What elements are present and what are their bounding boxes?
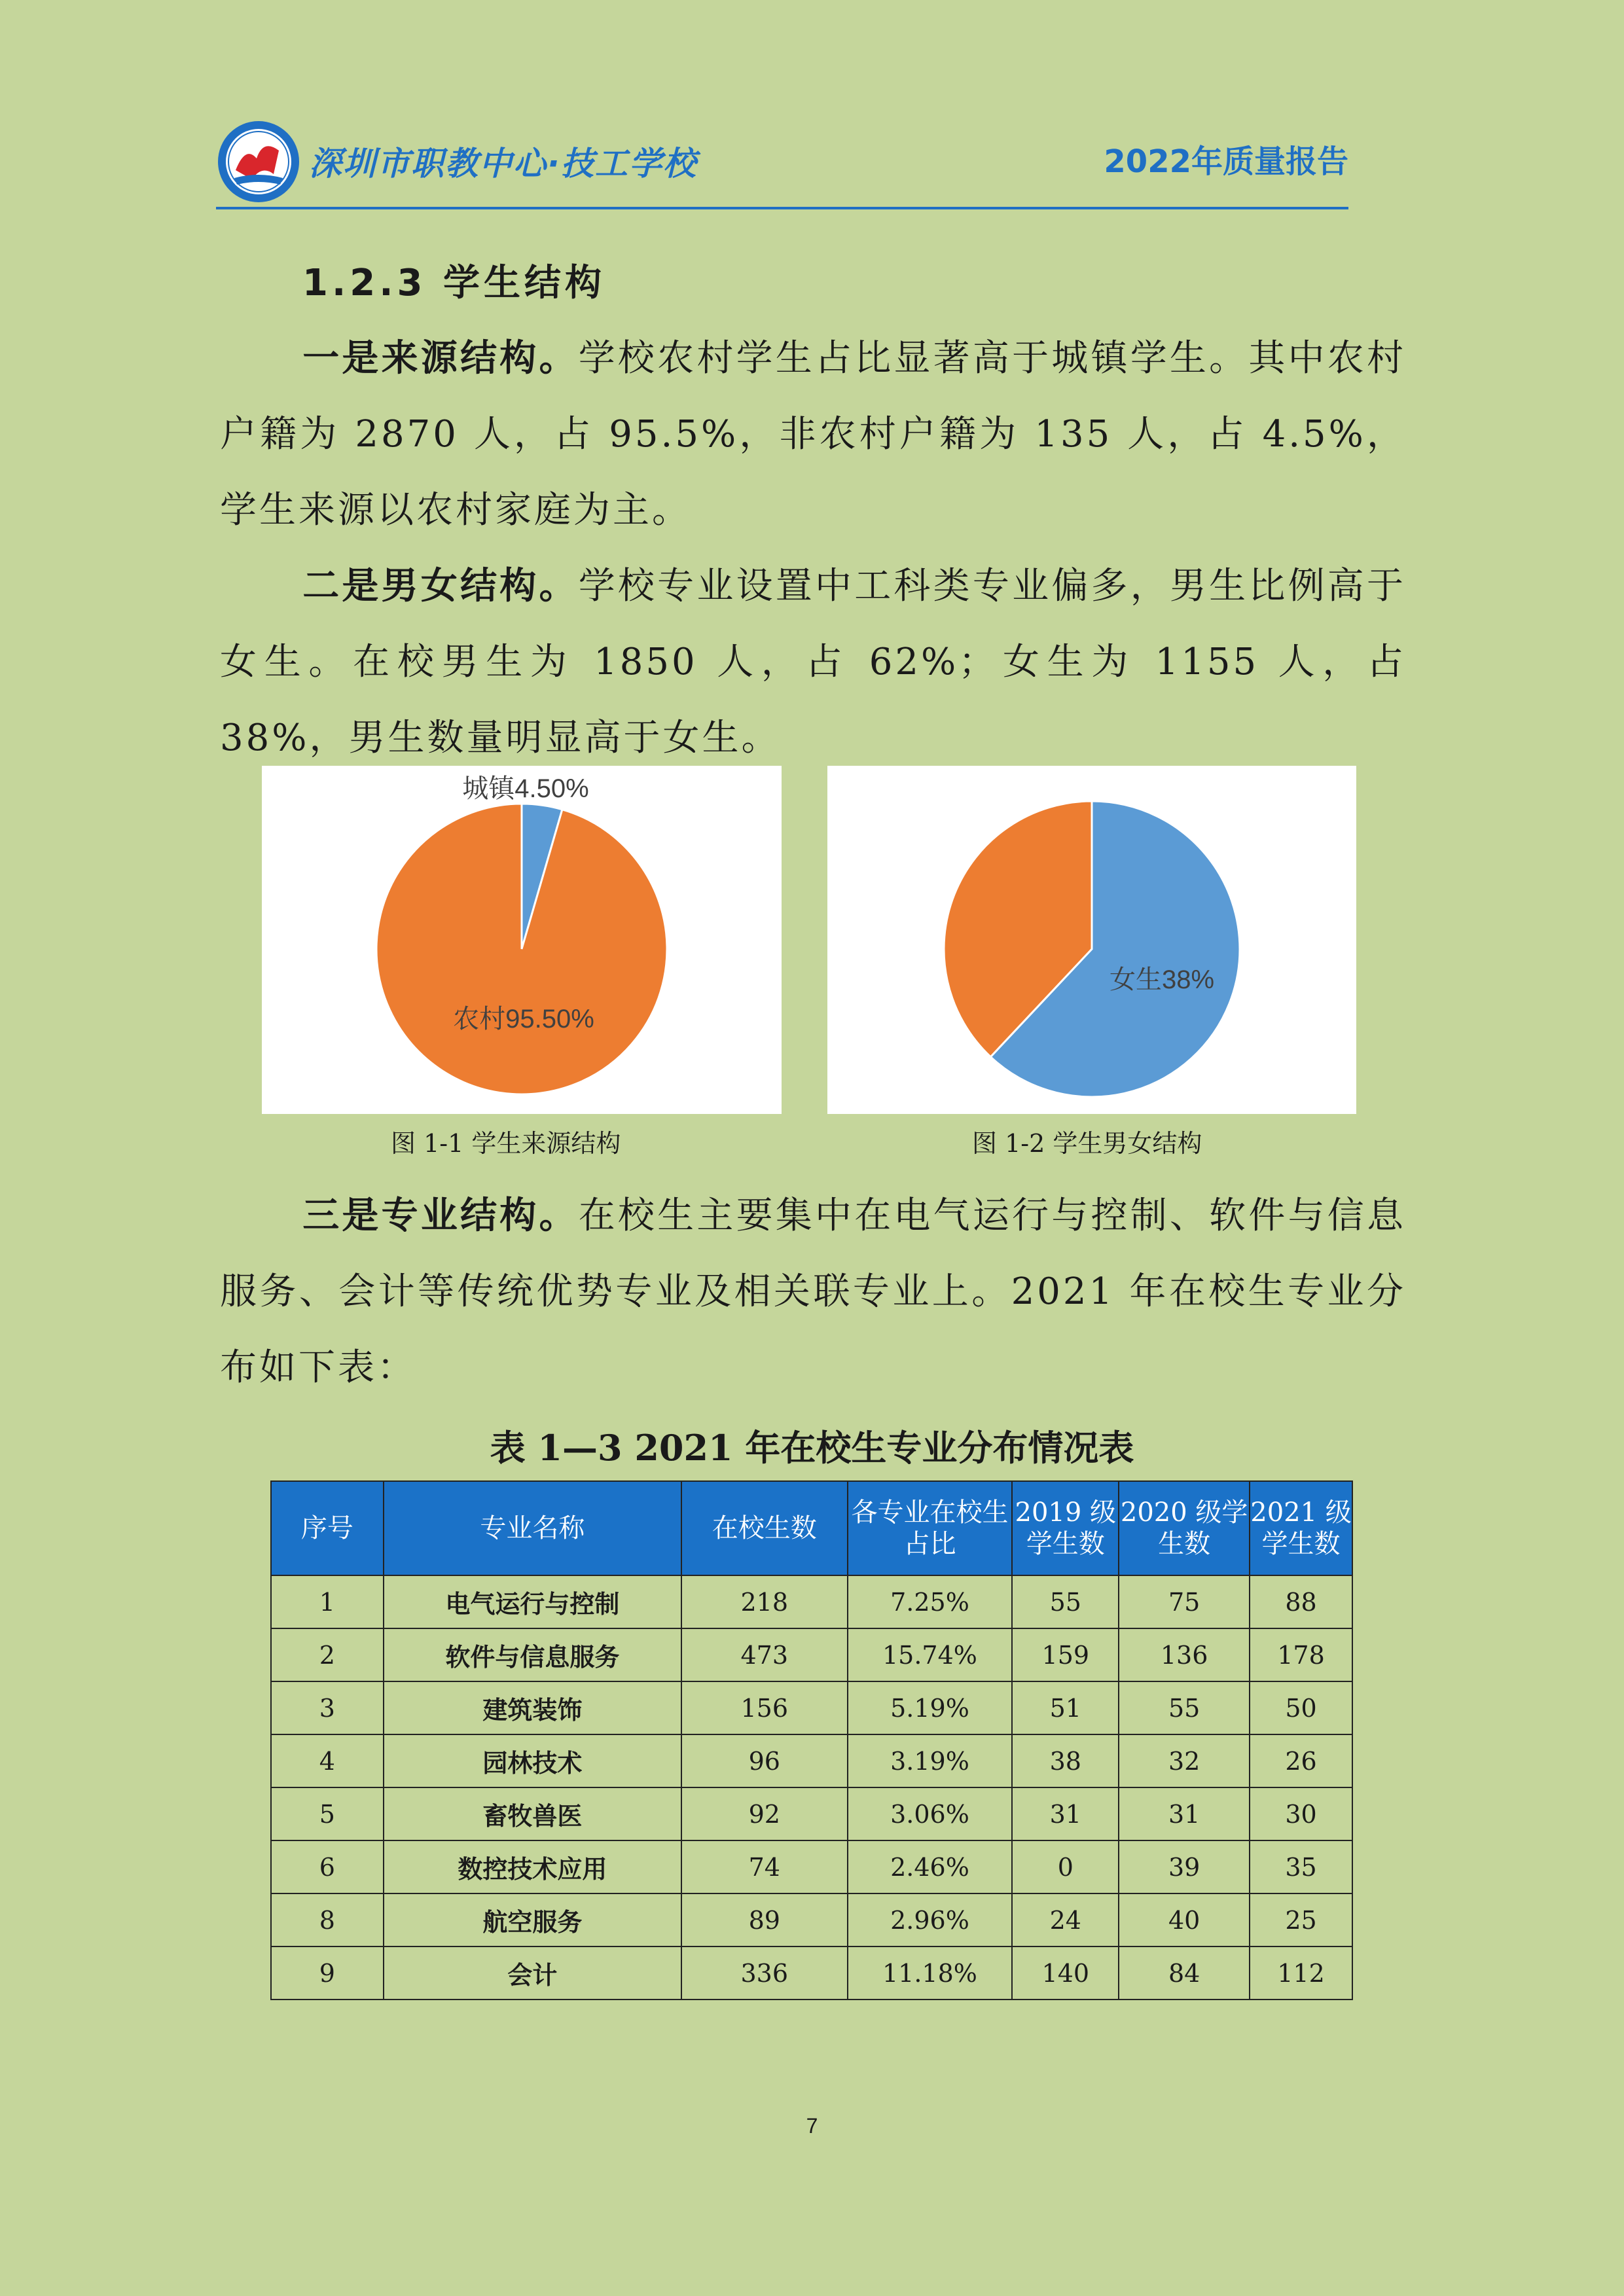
major-name-cell: 园林技术	[384, 1734, 681, 1787]
table-row	[271, 1893, 1352, 1946]
source-structure-pie-chart	[262, 766, 782, 1114]
table-cell: 24	[1012, 1893, 1119, 1946]
paragraph-major-structure	[220, 1178, 1406, 1406]
page-number: 7	[806, 2114, 818, 2138]
table-cell: 473	[681, 1628, 848, 1681]
table-cell: 3	[271, 1681, 384, 1734]
paragraph-lead: 一是来源结构。	[302, 337, 579, 380]
table-cell: 55	[1012, 1575, 1119, 1628]
table-title: 表 1—3 2021 年在校生专业分布情况表	[490, 1427, 1134, 1469]
table-cell: 96	[681, 1734, 848, 1787]
pie-chart-svg	[262, 766, 782, 1114]
column-header: 2021 级学生数	[1250, 1481, 1352, 1575]
header-divider	[216, 207, 1348, 209]
table-cell: 38	[1012, 1734, 1119, 1787]
paragraph-text: 在校生主要集中在电气运行与控制、软件与信息服务、会计等传统优势专业及相关联专业上。2021 年在校生专业分布如下表：	[220, 1194, 1407, 1389]
major-name-cell: 软件与信息服务	[384, 1628, 681, 1681]
table-cell: 156	[681, 1681, 848, 1734]
table-cell: 5	[271, 1787, 384, 1840]
paragraph-text: 学校农村学生占比显著高于城镇学生。其中农村户籍为 2870 人，占 95.5%，非农村户籍为 135 人，占 4.5%，学生来源以农村家庭为主。	[220, 337, 1407, 531]
table-row	[271, 1628, 1352, 1681]
table-cell: 55	[1119, 1681, 1250, 1734]
table-cell: 74	[681, 1840, 848, 1893]
table-row	[271, 1575, 1352, 1628]
paragraph-source-structure	[220, 321, 1406, 548]
column-header: 2020 级学生数	[1119, 1481, 1250, 1575]
column-header: 序号	[271, 1481, 384, 1575]
chart-caption: 图 1-1 学生来源结构	[391, 1129, 621, 1158]
major-name-cell: 会计	[384, 1946, 681, 2000]
table-row	[271, 1946, 1352, 2000]
table-cell: 50	[1250, 1681, 1352, 1734]
section-title: 1.2.3 学生结构	[302, 262, 605, 304]
pie-data-label: 城镇4.50%	[462, 774, 589, 803]
table-cell: 75	[1119, 1575, 1250, 1628]
table-row	[271, 1787, 1352, 1840]
column-header: 各专业在校生占比	[848, 1481, 1013, 1575]
column-header: 2019 级学生数	[1012, 1481, 1119, 1575]
table-cell: 136	[1119, 1628, 1250, 1681]
table-cell: 15.74%	[848, 1628, 1013, 1681]
school-logo-icon	[216, 119, 301, 204]
table-cell: 31	[1012, 1787, 1119, 1840]
table-cell: 26	[1250, 1734, 1352, 1787]
chart-caption: 图 1-2 学生男女结构	[972, 1129, 1202, 1158]
table-cell: 89	[681, 1893, 848, 1946]
report-title: 2022年质量报告	[1104, 143, 1348, 180]
table-cell: 40	[1119, 1893, 1250, 1946]
table-cell: 30	[1250, 1787, 1352, 1840]
table-cell: 2	[271, 1628, 384, 1681]
table-row	[271, 1734, 1352, 1787]
page-header	[216, 111, 1348, 209]
table-cell: 31	[1119, 1787, 1250, 1840]
table-cell: 1	[271, 1575, 384, 1628]
pie-data-label: 农村95.50%	[453, 1005, 594, 1033]
table-row	[271, 1840, 1352, 1893]
table-cell: 3.06%	[848, 1787, 1013, 1840]
table-cell: 3.19%	[848, 1734, 1013, 1787]
table-cell: 11.18%	[848, 1946, 1013, 2000]
table-cell: 6	[271, 1840, 384, 1893]
table-cell: 218	[681, 1575, 848, 1628]
table-cell: 84	[1119, 1946, 1250, 2000]
table-header-row	[271, 1481, 1352, 1575]
table-cell: 159	[1012, 1628, 1119, 1681]
pie-chart-svg	[827, 766, 1356, 1114]
table-cell: 112	[1250, 1946, 1352, 2000]
table-cell: 7.25%	[848, 1575, 1013, 1628]
major-name-cell: 数控技术应用	[384, 1840, 681, 1893]
table-cell: 25	[1250, 1893, 1352, 1946]
gender-structure-pie-chart	[827, 766, 1356, 1114]
table-cell: 178	[1250, 1628, 1352, 1681]
table-cell: 0	[1012, 1840, 1119, 1893]
table-cell: 8	[271, 1893, 384, 1946]
table-cell: 140	[1012, 1946, 1119, 2000]
table-cell: 5.19%	[848, 1681, 1013, 1734]
major-name-cell: 建筑装饰	[384, 1681, 681, 1734]
major-name-cell: 航空服务	[384, 1893, 681, 1946]
table-cell: 2.46%	[848, 1840, 1013, 1893]
major-distribution-table	[270, 1480, 1353, 2000]
table-cell: 35	[1250, 1840, 1352, 1893]
table-cell: 4	[271, 1734, 384, 1787]
pie-slice-农村	[376, 804, 667, 1094]
table-cell: 336	[681, 1946, 848, 2000]
table-cell: 88	[1250, 1575, 1352, 1628]
table-cell: 92	[681, 1787, 848, 1840]
table-cell: 39	[1119, 1840, 1250, 1893]
major-name-cell: 电气运行与控制	[384, 1575, 681, 1628]
paragraph-lead: 二是男女结构。	[302, 565, 579, 607]
paragraph-gender-structure	[220, 548, 1406, 776]
paragraph-lead: 三是专业结构。	[302, 1194, 579, 1237]
table-cell: 32	[1119, 1734, 1250, 1787]
table-cell: 2.96%	[848, 1893, 1013, 1946]
column-header: 专业名称	[384, 1481, 681, 1575]
pie-data-label: 女生38%	[1109, 965, 1215, 994]
paragraph-text: 学校专业设置中工科类专业偏多，男生比例高于女生。在校男生为 1850 人，占 62%；女生为 1155 人，占 38%，男生数量明显高于女生。	[220, 565, 1407, 759]
school-name: 深圳市职教中心·技工学校	[309, 145, 697, 183]
table-row	[271, 1681, 1352, 1734]
table-cell: 9	[271, 1946, 384, 2000]
table-cell: 51	[1012, 1681, 1119, 1734]
column-header: 在校生数	[681, 1481, 848, 1575]
major-name-cell: 畜牧兽医	[384, 1787, 681, 1840]
